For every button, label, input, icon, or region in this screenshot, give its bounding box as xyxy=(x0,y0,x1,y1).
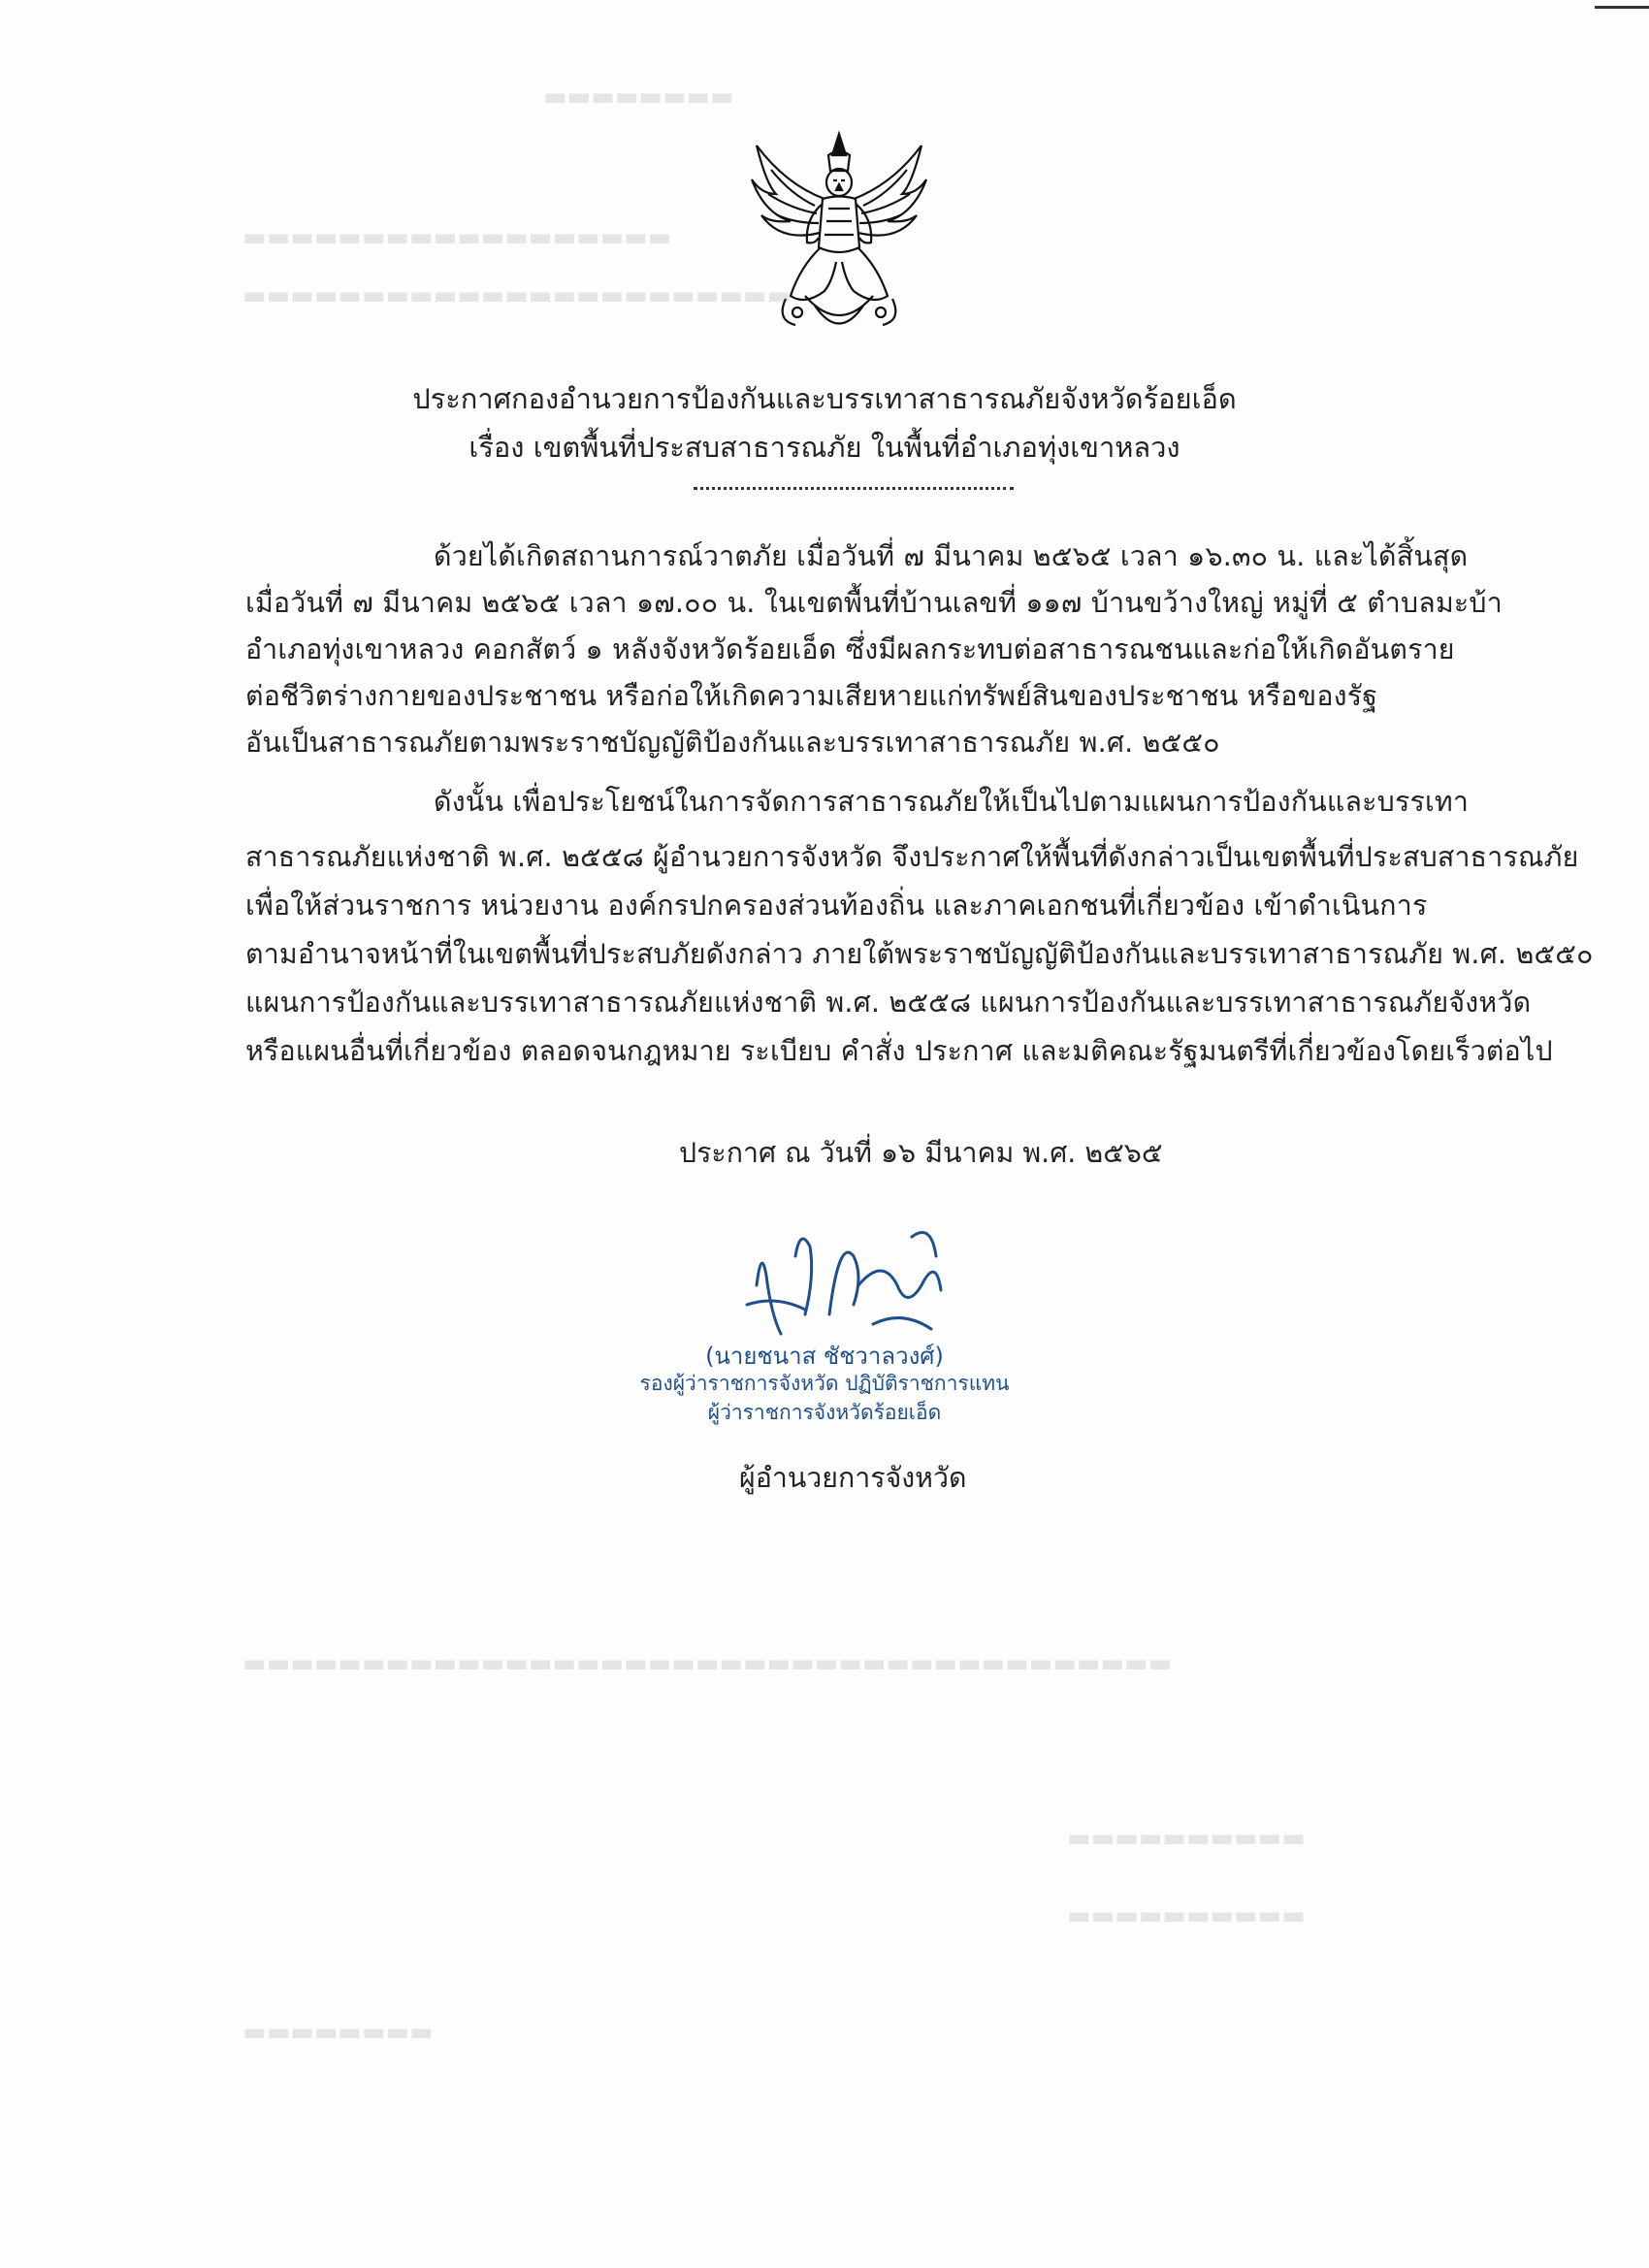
signer-name: (นายชนาส ชัชวาลวงศ์) xyxy=(705,1343,944,1370)
bleed-through-text: ▬▬▬▬▬▬▬▬▬▬▬▬▬▬▬▬▬▬ xyxy=(242,223,672,252)
signer-role: ผู้อำนวยการจังหวัด xyxy=(739,1462,967,1494)
bleed-through-text: ▬▬▬▬▬▬▬▬▬▬▬▬▬▬▬▬▬▬▬▬▬▬▬▬▬▬▬▬▬▬▬▬▬▬▬▬▬▬▬ xyxy=(242,1649,1173,1678)
paragraph1-line: ต่อชีวิตร่างกายของประชาชน หรือก่อให้เกิดความเสียหายแก่ทรัพย์สินของประชาชน หรือของรัฐ xyxy=(245,680,1378,712)
paragraph2-line: สาธารณภัยแห่งชาติ พ.ศ. ๒๕๕๘ ผู้อำนวยการจังหวัด จึงประกาศให้พื้นที่ดังกล่าวเป็นเขตพื้นที่ประสบสาธารณภัย xyxy=(245,841,1579,873)
announcement-title: ประกาศกองอำนวยการป้องกันและบรรเทาสาธารณภัยจังหวัดร้อยเอ็ด xyxy=(412,382,1237,415)
title-separator xyxy=(694,487,1014,490)
paragraph2-line: ตามอำนาจหน้าที่ในเขตพื้นที่ประสบภัยดังกล่าว ภายใต้พระราชบัญญัติป้องกันและบรรเทาสาธารณภัย พ.ศ. ๒๕๕๐ xyxy=(245,938,1594,970)
paragraph2-line: หรือแผนอื่นที่เกี่ยวข้อง ตลอดจนกฎหมาย ระเบียบ คำสั่ง ประกาศ และมติคณะรัฐมนตรีที่เกี่ยวข้องโดยเร็วต่อไป xyxy=(245,1035,1553,1067)
paragraph1-line: ด้วยได้เกิดสถานการณ์วาตภัย เมื่อวันที่ ๗ มีนาคม ๒๕๖๕ เวลา ๑๖.๓๐ น. และได้สิ้นสุด xyxy=(434,540,1469,572)
paragraph1-line: อันเป็นสาธารณภัยตามพระราชบัญญัติป้องกันและบรรเทาสาธารณภัย พ.ศ. ๒๕๕๐ xyxy=(245,727,1220,759)
paragraph1-line: เมื่อวันที่ ๗ มีนาคม ๒๕๖๕ เวลา ๑๗.๐๐ น. ในเขตพื้นที่บ้านเลขที่ ๑๑๗ บ้านขว้างใหญ่ หมู่ที่ ๕ ตำบลมะบ้า xyxy=(245,587,1503,619)
signer-position: รองผู้ว่าราชการจังหวัด ปฏิบัติราชการแทน xyxy=(639,1372,1010,1395)
bleed-through-text: ▬▬▬▬▬▬▬▬▬▬ xyxy=(1067,1901,1306,1930)
paragraph2-line: แผนการป้องกันและบรรเทาสาธารณภัยแห่งชาติ พ.ศ. ๒๕๕๘ แผนการป้องกันและบรรเทาสาธารณภัยจังหวัด xyxy=(245,987,1532,1019)
paragraph2-line: ดังนั้น เพื่อประโยชน์ในการจัดการสาธารณภัยให้เป็นไปตามแผนการป้องกันและบรรเทา xyxy=(434,786,1470,818)
bleed-through-text: ▬▬▬▬▬▬▬▬▬▬ xyxy=(1067,1824,1306,1853)
announcement-subject: เรื่อง เขตพื้นที่ประสบสาธารณภัย ในพื้นที่อำเภอทุ่งเขาหลวง xyxy=(469,431,1180,464)
paragraph1-line: อำเภอทุ่งเขาหลวง คอกสัตว์ ๑ หลังจังหวัดร้อยเอ็ด ซึ่งมีผลกระทบต่อสาธารณชนและก่อให้เกิดอันตราย xyxy=(245,633,1455,665)
bleed-through-text: ▬▬▬▬▬▬▬▬▬▬▬▬▬▬▬▬▬▬▬▬▬▬▬ xyxy=(242,281,792,310)
handwritten-signature xyxy=(737,1217,960,1353)
corner-mark xyxy=(1595,6,1649,9)
bleed-through-text: ▬▬▬▬▬▬▬▬ xyxy=(242,2018,434,2047)
paragraph2-line: เพื่อให้ส่วนราชการ หน่วยงาน องค์กรปกครองส่วนท้องถิ่น และภาคเอกชนที่เกี่ยวข้อง เข้าดำเนินการ xyxy=(245,890,1428,922)
announcement-date: ประกาศ ณ วันที่ ๑๖ มีนาคม พ.ศ. ๒๕๖๕ xyxy=(679,1137,1163,1169)
garuda-emblem xyxy=(747,126,931,344)
signer-position-province: ผู้ว่าราชการจังหวัดร้อยเอ็ด xyxy=(707,1401,942,1424)
bleed-through-text: ▬▬▬▬▬▬▬▬ xyxy=(543,82,734,112)
